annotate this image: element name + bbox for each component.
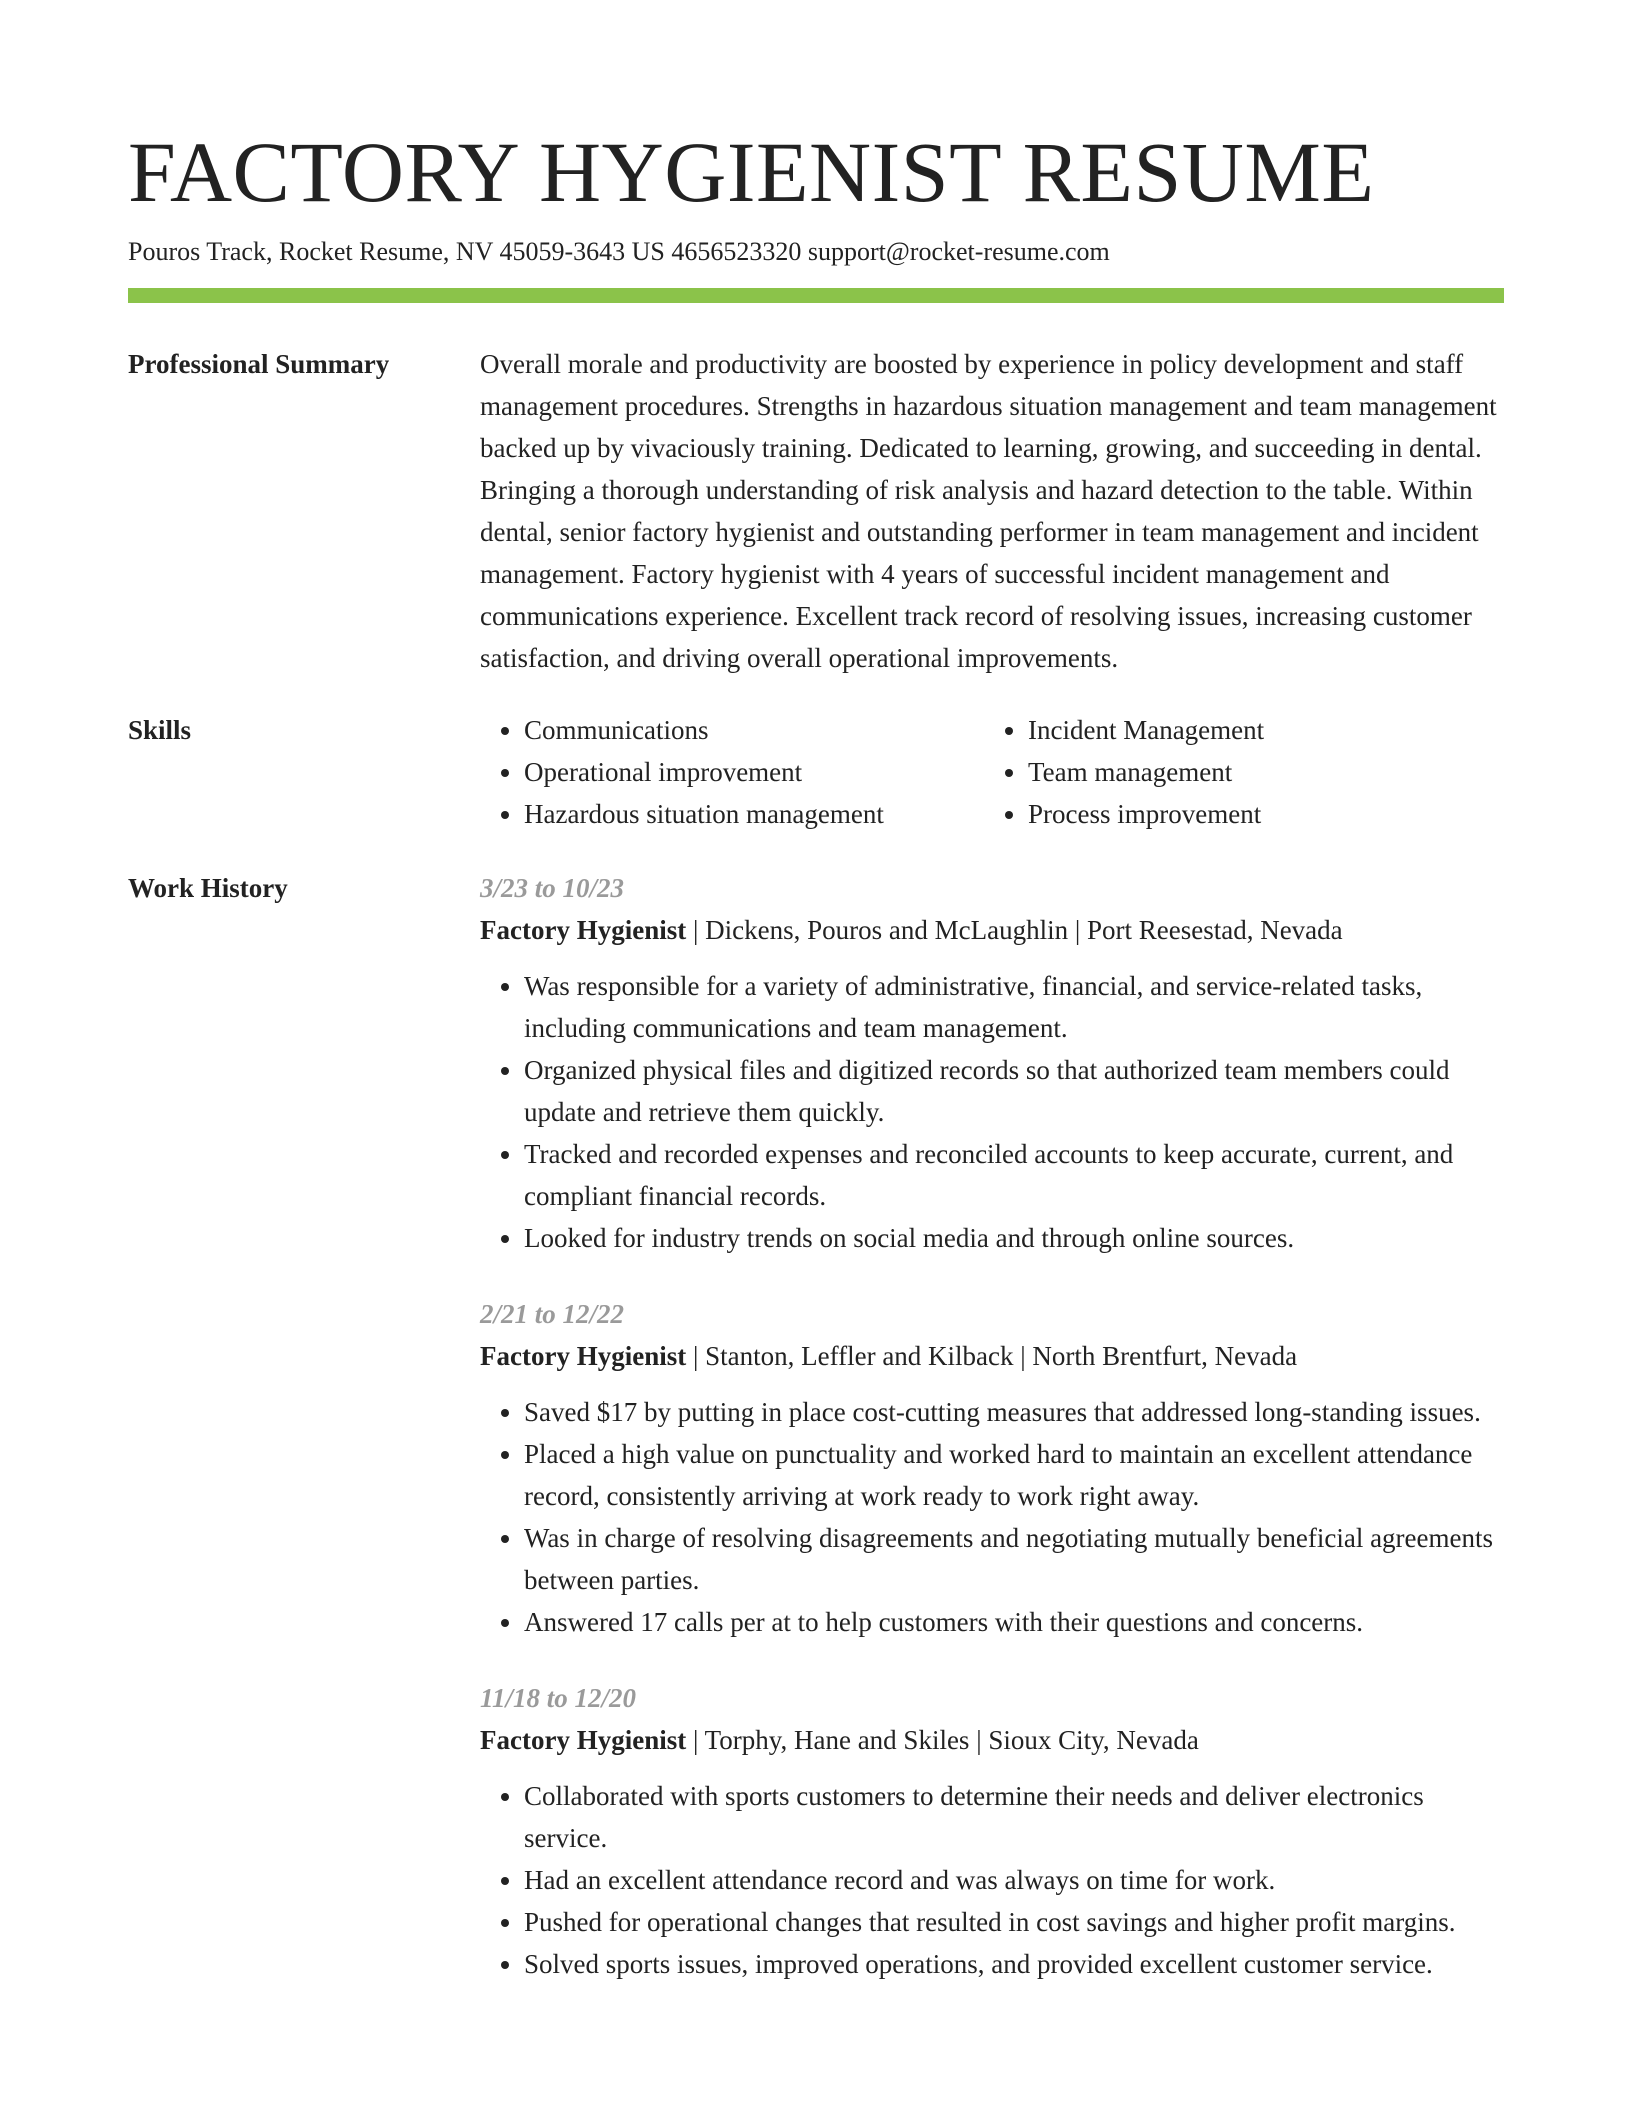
job-employer-location: | Stanton, Leffler and Kilback | North Brentfurt, Nevada bbox=[686, 1341, 1298, 1371]
skill-item: • Operational improvement bbox=[524, 751, 984, 793]
summary-heading: Professional Summary bbox=[128, 349, 390, 379]
accent-divider bbox=[128, 288, 1504, 303]
work-history-heading: Work History bbox=[128, 873, 288, 903]
job-bullets bbox=[480, 1775, 1504, 1985]
skills-column-left bbox=[480, 709, 984, 835]
skills-column-right bbox=[984, 709, 1488, 835]
job-bullet: • Saved $17 by putting in place cost-cutting measures that addressed long-standing issues. bbox=[524, 1391, 1504, 1433]
job-bullet: • Placed a high value on punctuality and worked hard to maintain an excellent attendance record, consistently arriving at work ready to work right away. bbox=[524, 1433, 1504, 1517]
job-entry bbox=[480, 1677, 1504, 1985]
job-dates: 11/18 to 12/20 bbox=[480, 1683, 637, 1713]
skills-grid bbox=[480, 709, 1504, 835]
job-bullet: • Was in charge of resolving disagreements and negotiating mutually beneficial agreements between parties. bbox=[524, 1517, 1504, 1601]
job-bullet: • Collaborated with sports customers to determine their needs and deliver electronics service. bbox=[524, 1775, 1504, 1859]
job-employer-location: | Torphy, Hane and Skiles | Sioux City, Nevada bbox=[686, 1725, 1199, 1755]
job-heading bbox=[480, 1335, 1504, 1377]
job-bullet: • Tracked and recorded expenses and reconciled accounts to keep accurate, current, and compliant financial records. bbox=[524, 1133, 1504, 1217]
skills-body bbox=[480, 709, 1504, 835]
job-entry bbox=[480, 1293, 1504, 1643]
job-heading bbox=[480, 1719, 1504, 1761]
job-bullet: • Looked for industry trends on social media and through online sources. bbox=[524, 1217, 1504, 1259]
summary-body bbox=[480, 343, 1504, 679]
skill-item: • Team management bbox=[1028, 751, 1488, 793]
summary-section bbox=[128, 343, 1504, 679]
skill-item: • Hazardous situation management bbox=[524, 793, 984, 835]
skill-item: • Incident Management bbox=[1028, 709, 1488, 751]
job-bullet: • Organized physical files and digitized records so that authorized team members could update and retrieve them quickly. bbox=[524, 1049, 1504, 1133]
work-history-section bbox=[128, 867, 1504, 2019]
skills-heading: Skills bbox=[128, 715, 192, 745]
job-heading bbox=[480, 909, 1504, 951]
job-title: Factory Hygienist bbox=[480, 1725, 687, 1755]
skill-item: • Process improvement bbox=[1028, 793, 1488, 835]
job-bullet: • Pushed for operational changes that resulted in cost savings and higher profit margins. bbox=[524, 1901, 1504, 1943]
job-bullet: • Solved sports issues, improved operations, and provided excellent customer service. bbox=[524, 1943, 1504, 1985]
job-bullet: • Was responsible for a variety of administrative, financial, and service-related tasks, including communications and team management. bbox=[524, 965, 1504, 1049]
job-title: Factory Hygienist bbox=[480, 1341, 687, 1371]
job-entry bbox=[480, 867, 1504, 1259]
skill-item: • Communications bbox=[524, 709, 984, 751]
job-title: Factory Hygienist bbox=[480, 915, 687, 945]
summary-text: Overall morale and productivity are boosted by experience in policy development and staff management procedures. Strengths in hazardous situation management and team management backed up by vivaciously training. Dedicated to learning, growing, and succeeding in dental. Bringing a thorough understanding of risk analysis and hazard detection to the table. Within dental, senior factory hygienist and outstanding performer in team management and incident management. Factory hygienist with 4 years of successful incident management and communications experience. Excellent track record of resolving issues, increasing customer satisfaction, and driving overall operational improvements. bbox=[480, 349, 1497, 673]
skills-section bbox=[128, 709, 1504, 835]
resume-page bbox=[128, 0, 1504, 2019]
job-bullet: • Had an excellent attendance record and was always on time for work. bbox=[524, 1859, 1504, 1901]
work-history-body bbox=[480, 867, 1504, 2019]
resume-title: FACTORY HYGIENIST RESUME bbox=[128, 124, 1375, 220]
job-bullets bbox=[480, 1391, 1504, 1643]
job-employer-location: | Dickens, Pouros and McLaughlin | Port Reesestad, Nevada bbox=[686, 915, 1343, 945]
job-dates: 3/23 to 10/23 bbox=[480, 873, 625, 903]
job-bullets bbox=[480, 965, 1504, 1259]
job-bullet: • Answered 17 calls per at to help customers with their questions and concerns. bbox=[524, 1601, 1504, 1643]
job-dates: 2/21 to 12/22 bbox=[480, 1299, 625, 1329]
contact-line: Pouros Track, Rocket Resume, NV 45059-3643 US 4656523320 support@rocket-resume.com bbox=[128, 237, 1110, 266]
